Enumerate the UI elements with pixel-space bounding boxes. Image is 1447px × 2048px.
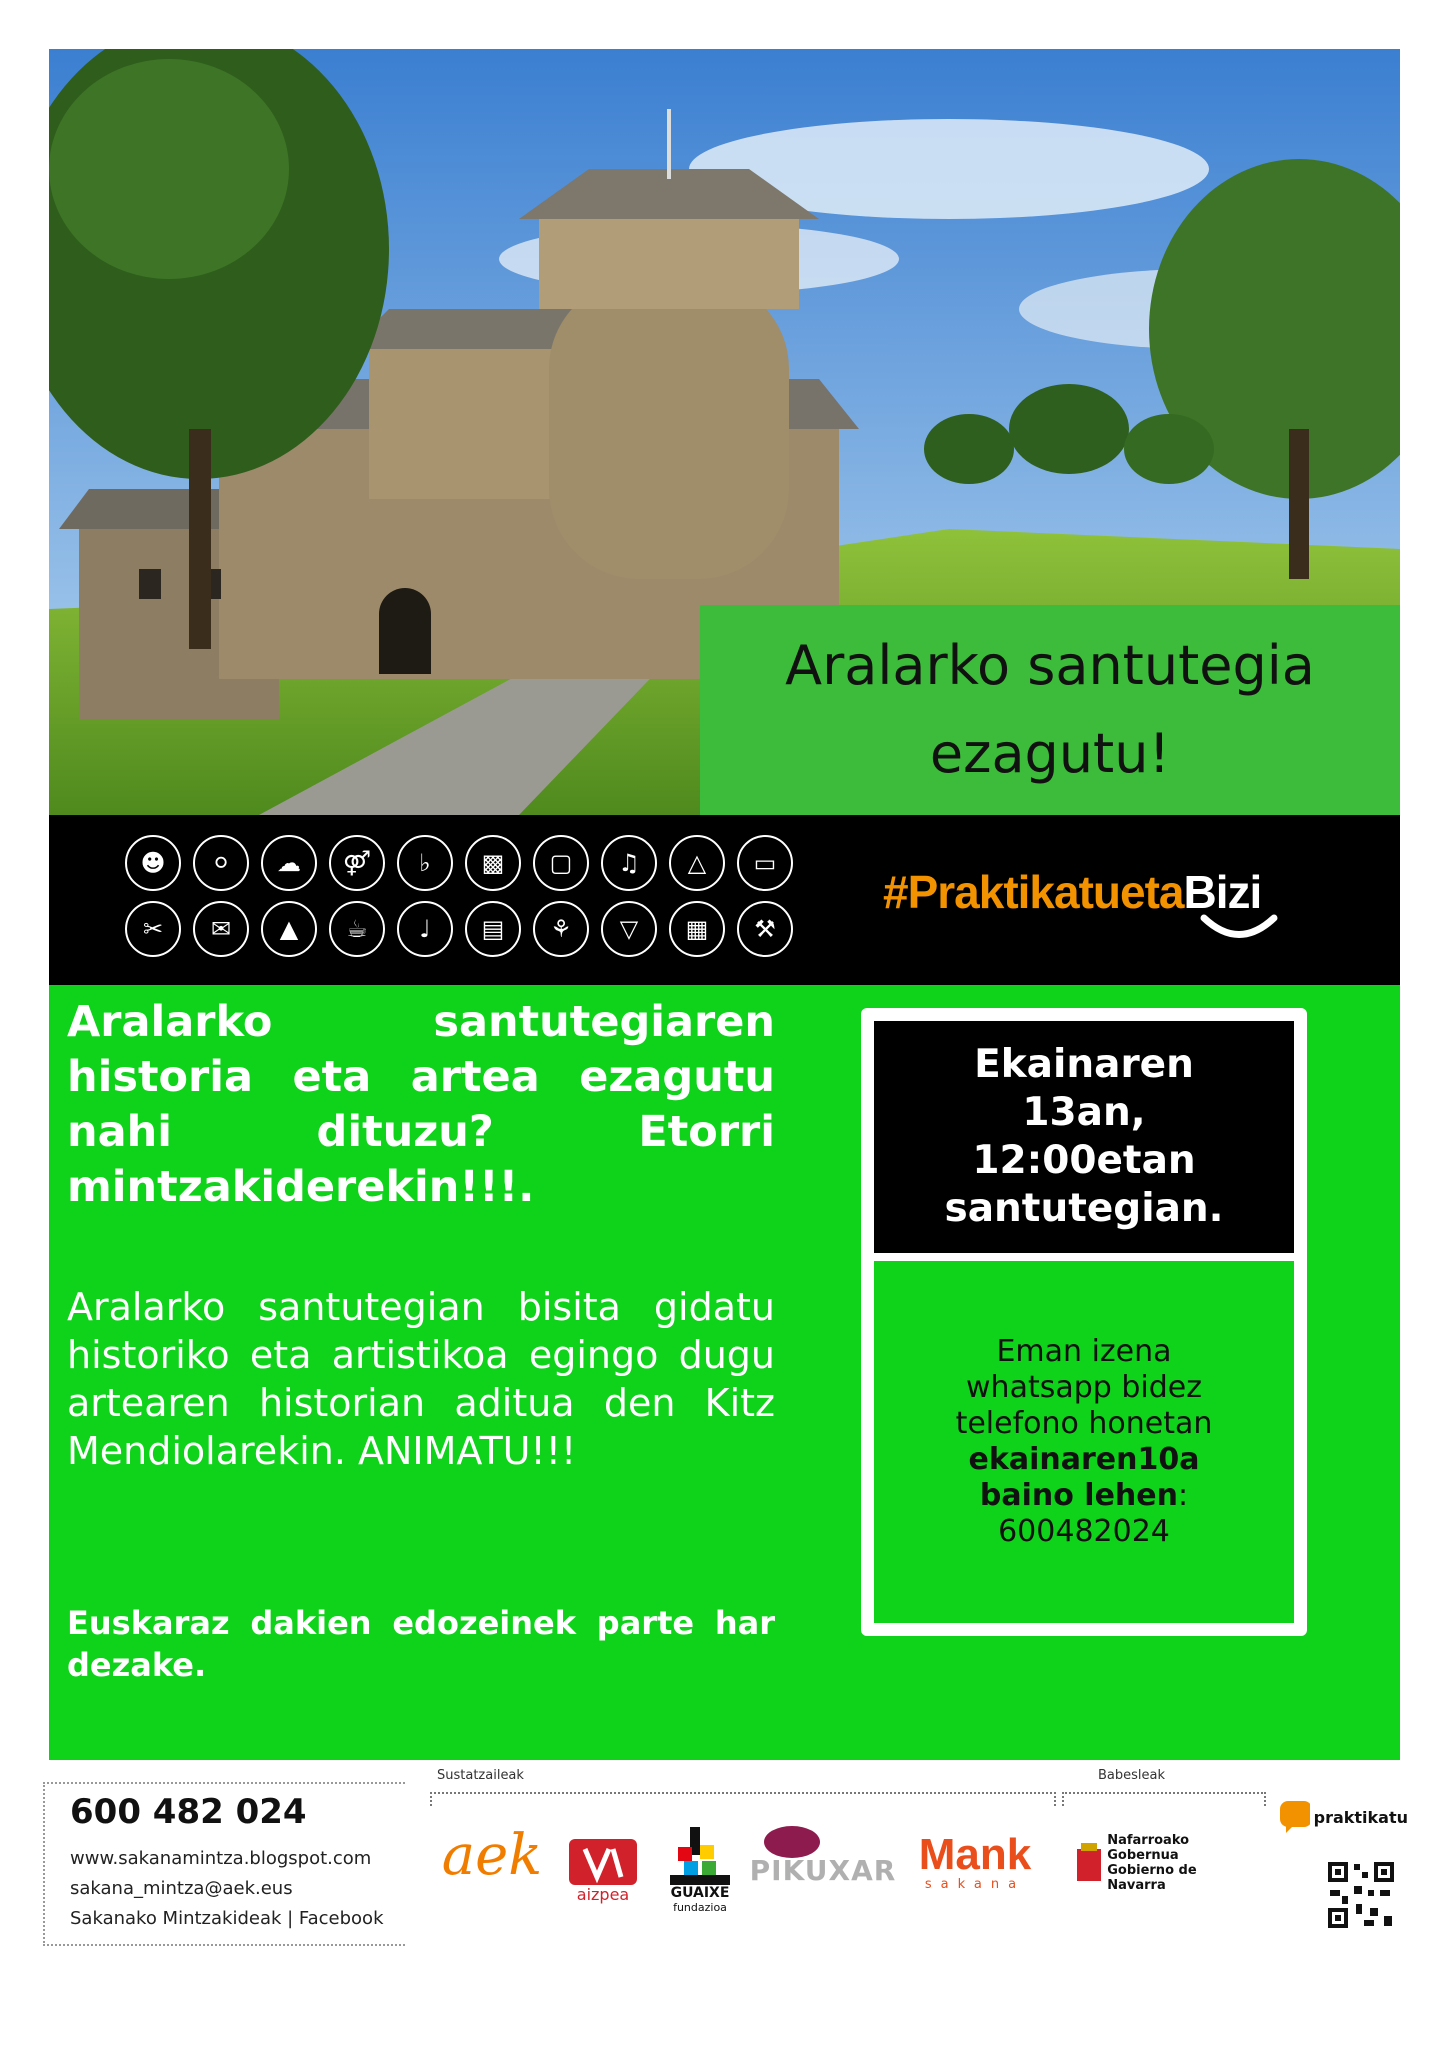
sponsors-label: Babesleak: [1098, 1768, 1166, 1783]
mank-logo: Mank sakana: [918, 1829, 1032, 1892]
chef-hat-icon: ☁: [261, 835, 317, 891]
sewing-machine-icon: ⚒: [737, 901, 793, 957]
promoters-label: Sustatzaileak: [437, 1768, 524, 1783]
aek-logo: aek: [441, 1822, 543, 1888]
nafarroa-logo: Nafarroako Gobernua Gobierno de Navarra: [1075, 1842, 1255, 1884]
cinema-icon: ▢: [533, 835, 589, 891]
cupcake-icon: △: [669, 835, 725, 891]
title-line-2: ezagutu!: [929, 722, 1171, 785]
pottery-icon: ▩: [465, 835, 521, 891]
wine-icon: ▽: [601, 901, 657, 957]
date-line-3: 12:00etan: [972, 1138, 1196, 1183]
description-text: Aralarko santutegian bisita gidatu historiko eta artistikoa egingo dugu artearen historian aditua den Kitz Mendiolarekin. ANIMATU!!!: [67, 1285, 775, 1473]
coffee-icon: ☕: [329, 901, 385, 957]
event-date-box: [874, 1021, 1294, 1253]
gardening-icon: ⚘: [533, 901, 589, 957]
hashtag-praktikatu-eta-bizi: #PraktikatuetaBizi: [883, 866, 1262, 918]
activity-icon-bar: [49, 815, 1400, 985]
footer: [0, 1760, 1447, 2048]
sponsors-bracket: [1062, 1792, 1266, 1806]
registration-line-1: Eman izena: [996, 1334, 1172, 1369]
pikuxar-logo: PIKUXAR: [758, 1818, 888, 1898]
lead-question: Aralarko santutegiaren historia eta artea ezagutu nahi dituzu? Etorri mintzakiderekin!!!.: [67, 997, 775, 1212]
main-content: [49, 985, 1400, 1760]
book-icon: ▤: [465, 901, 521, 957]
people-icon: ☻: [125, 835, 181, 891]
family-icon: ⚤: [329, 835, 385, 891]
clapperboard-icon: ▦: [669, 901, 725, 957]
promoters-bracket: [430, 1792, 1056, 1806]
footer-social[interactable]: Sakanako Mintzakideak | Facebook: [70, 1908, 384, 1929]
activity-icon-grid: [125, 835, 795, 957]
hiking-icon: ▲: [261, 901, 317, 957]
footer-email[interactable]: sakana_mintza@aek.eus: [70, 1878, 293, 1899]
registration-box: [874, 1261, 1294, 1623]
registration-line-3: telefono honetan: [955, 1406, 1213, 1441]
event-card: [861, 1008, 1307, 1636]
tv-icon: ▭: [737, 835, 793, 891]
registration-line-2: whatsapp bidez: [966, 1370, 1202, 1405]
qr-code[interactable]: [1326, 1860, 1396, 1930]
date-line-1: Ekainaren: [974, 1042, 1194, 1087]
footer-website[interactable]: www.sakanamintza.blogspot.com: [70, 1848, 372, 1869]
praktikatu-logo: praktikatu: [1278, 1796, 1408, 1838]
registration-phone[interactable]: 600482024: [998, 1514, 1170, 1549]
cutlery-icon: ♭: [397, 835, 453, 891]
speaking-icon: ✉: [193, 901, 249, 957]
registration-deadline-1: ekainaren10a: [968, 1442, 1200, 1477]
footer-phone[interactable]: 600 482 024: [70, 1792, 307, 1832]
date-line-2: 13an,: [1022, 1090, 1146, 1135]
bicycle-icon: ⚪: [193, 835, 249, 891]
scissors-icon: ✂: [125, 901, 181, 957]
title-box: [700, 605, 1400, 815]
date-line-4: santutegian.: [944, 1186, 1224, 1231]
title-line-1: Aralarko santutegia: [785, 634, 1315, 697]
guitar-icon: ♩: [397, 901, 453, 957]
guaixe-logo: GUAIXE fundazioa: [664, 1815, 736, 1925]
dance-icon: ♫: [601, 835, 657, 891]
registration-deadline-2: baino lehen:: [979, 1478, 1189, 1513]
participation-note: Euskaraz dakien edozeinek parte har dezake.: [67, 1604, 775, 1684]
smile-icon: [1199, 913, 1279, 943]
aizpea-logo: aizpea: [566, 1830, 640, 1912]
